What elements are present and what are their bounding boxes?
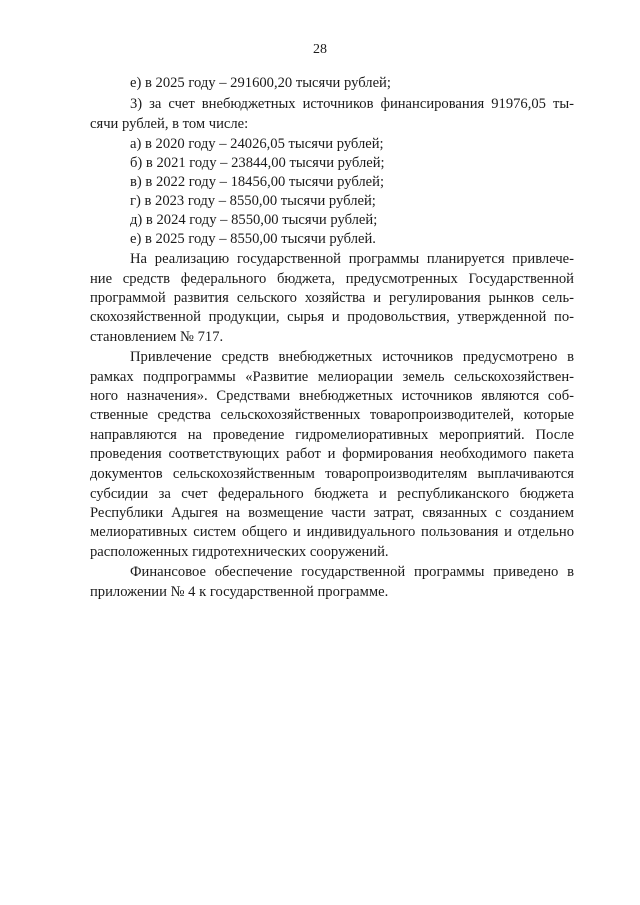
text-line: Республики Адыгея на возмещение части затрат, связанных с созданием bbox=[90, 505, 574, 521]
text-line: в) в 2022 году – 18456,00 тысячи рублей; bbox=[130, 174, 385, 190]
text-line: На реализацию государственной программы планируется привлече- bbox=[130, 251, 574, 267]
text-line: сячи рублей, в том числе: bbox=[90, 116, 249, 132]
text-line: е) в 2025 году – 291600,20 тысячи рублей; bbox=[130, 75, 391, 91]
text-line: а) в 2020 году – 24026,05 тысячи рублей; bbox=[130, 136, 384, 152]
text-line: г) в 2023 году – 8550,00 тысячи рублей; bbox=[130, 193, 376, 209]
text-line: д) в 2024 году – 8550,00 тысячи рублей; bbox=[130, 212, 378, 228]
text-line: 3) за счет внебюджетных источников финансирования 91976,05 ты- bbox=[130, 96, 574, 112]
text-line: Финансовое обеспечение государственной программы приведено в bbox=[130, 564, 574, 580]
text-line: Привлечение средств внебюджетных источников предусмотрено в bbox=[130, 349, 574, 365]
text-line: программой развития сельского хозяйства и регулирования рынков сель- bbox=[90, 290, 574, 306]
text-line: субсидии за счет федерального бюджета и республиканского бюджета bbox=[90, 486, 574, 502]
text-line: приложении № 4 к государственной программе. bbox=[90, 584, 389, 600]
text-line: мелиоративных систем общего и индивидуального пользования и отдельно bbox=[90, 524, 574, 540]
text-line: е) в 2025 году – 8550,00 тысячи рублей. bbox=[130, 231, 376, 247]
text-line: документов сельскохозяйственным товаропроизводителям выплачиваются bbox=[90, 466, 574, 482]
text-line: скохозяйственной продукции, сырья и продовольствия, утвержденной по- bbox=[90, 309, 574, 325]
text-line: расположенных гидротехнических сооружений. bbox=[90, 544, 389, 560]
page-number: 28 bbox=[313, 42, 327, 57]
text-line: б) в 2021 году – 23844,00 тысячи рублей; bbox=[130, 155, 385, 171]
text-line: ние средств федерального бюджета, предусмотренных Государственной bbox=[90, 271, 574, 287]
text-line: ного назначения». Средствами внебюджетных источников являются соб- bbox=[90, 388, 574, 404]
text-line: проведения соответствующих работ и формирования необходимого пакета bbox=[90, 446, 574, 462]
text-line: рамках подпрограммы «Развитие мелиорации земель сельскохозяйствен- bbox=[90, 369, 574, 385]
text-line: направляются на проведение гидромелиоративных мероприятий. После bbox=[90, 427, 574, 443]
text-line: становлением № 717. bbox=[90, 329, 224, 345]
text-line: ственные средства сельскохозяйственных товаропроизводителей, которые bbox=[90, 407, 574, 423]
